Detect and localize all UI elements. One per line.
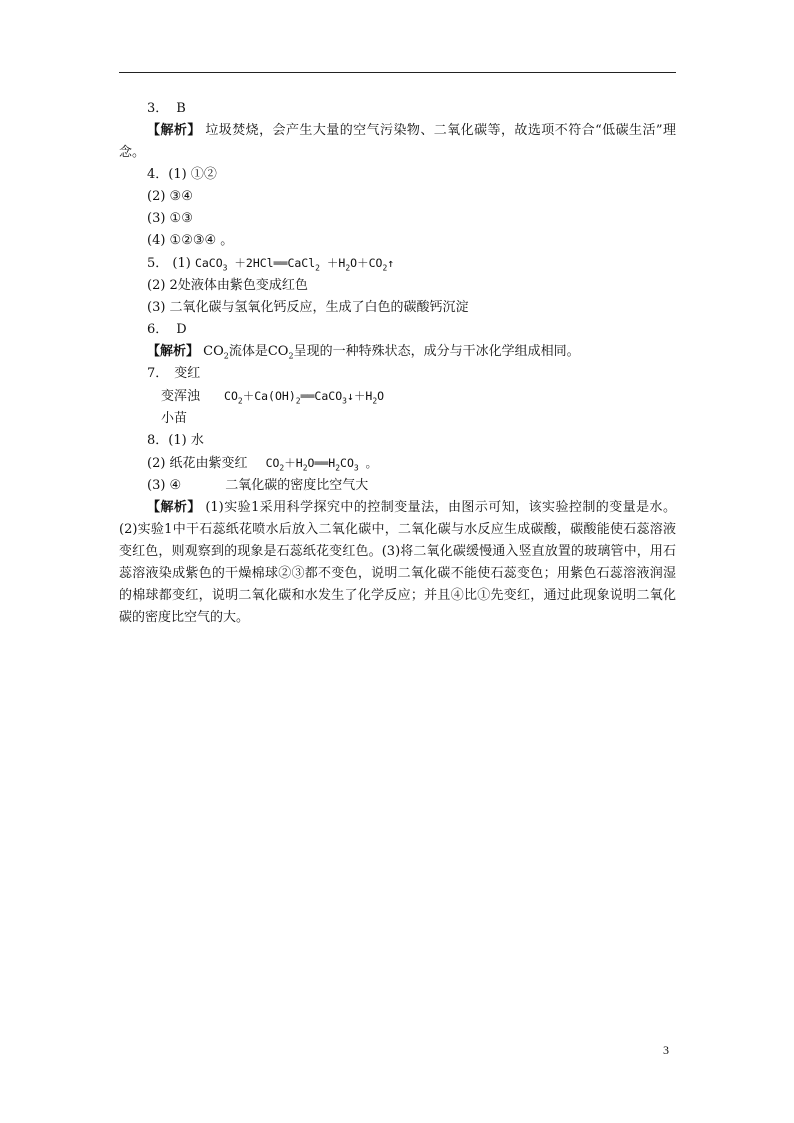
q4-part3: (3) ①③ [147, 211, 193, 226]
q6-number: 6． [147, 322, 169, 337]
q7-equation: $CO_2+Ca(OH)_2══CaCO_3↓+H_2O$ [224, 389, 385, 406]
q3-number: 3． [147, 101, 169, 116]
q8-analysis [119, 497, 676, 629]
q7-answer2-text: 变浑浊 [161, 389, 201, 404]
q5-part1 [119, 252, 676, 275]
q3-analysis-text: 垃圾焚烧，会产生大量的空气污染物、二氧化碳等，故选项不符合“低碳生活”理念。 [119, 123, 676, 160]
q8-part2-text: (2) 纸花由紫变红 [147, 456, 248, 471]
q5-part1-label: 5． (1) [147, 256, 195, 271]
q6-choice: D [176, 322, 187, 337]
q6-analysis [119, 341, 676, 363]
q3-analysis [119, 120, 676, 164]
q3-choice: B [176, 101, 186, 116]
q7-answer3: 小苗 [161, 411, 188, 426]
page-number: 3 [663, 1043, 669, 1057]
q5-equation: CaCO$_3$ ＋2HCl══CaCl$_2$ $+H_2O+CO_2↑$ [194, 256, 395, 273]
analysis-tag: 【解析】 [147, 123, 201, 138]
q6-answer [119, 319, 676, 341]
q7-answer1 [119, 363, 676, 385]
q4-part4: (4) ①②③④ 。 [147, 233, 234, 248]
q7-answer2 [119, 385, 676, 408]
q5-part3: (3) 二氧化碳与氢氧化钙反应，生成了白色的碳酸钙沉淀 [147, 300, 469, 315]
analysis-tag: 【解析】 [147, 344, 200, 359]
q8-part3-text: 二氧化碳的密度比空气大 [225, 478, 369, 493]
q7-number: 7． [147, 366, 169, 381]
q4-part2: (2) ③④ [147, 189, 193, 204]
q5-part2: (2) 2处液体由紫色变成红色 [147, 278, 308, 293]
q4-part1: 4．(1) ①② [147, 167, 217, 182]
q6-analysis-text: $CO_2$流体是$CO_2$呈现的一种特殊状态，成分与干冰化学组成相同。 [203, 344, 580, 361]
q8-part2 [119, 452, 676, 475]
q8-analysis-text: (1)实验1采用科学探究中的控制变量法，由图示可知，该实验控制的变量是水。(2)实验1中干石蕊纸花喷水后放入二氧化碳中，二氧化碳与水反应生成碳酸，碳酸能使石蕊溶液变红色，则观察到的现象是石蕊纸花变红色。(3)将二氧化碳缓慢通入竖直放置的玻璃管中，用石蕊溶液染成紫色的干燥棉球②③都不变色，说明二氧化碳不能使石蕊变色；用紫色石蕊溶液润湿的棉球都变红，说明二氧化碳和水发生了化学反应；并且④比①先变红，通过此现象说明二氧化碳的密度比空气的大。 [119, 500, 676, 625]
q8-equation: $CO_2+H_2O══H_2CO_3$ 。 [265, 456, 378, 473]
header-rule [119, 72, 676, 73]
q3-answer [119, 98, 676, 120]
q7-answer1-text: 变红 [174, 366, 201, 381]
answer-content [119, 98, 676, 629]
q8-part3-label: (3) ④ [147, 478, 182, 493]
q8-part1: 8．(1) 水 [147, 433, 204, 448]
analysis-tag: 【解析】 [147, 500, 201, 515]
q8-part3 [119, 475, 676, 497]
